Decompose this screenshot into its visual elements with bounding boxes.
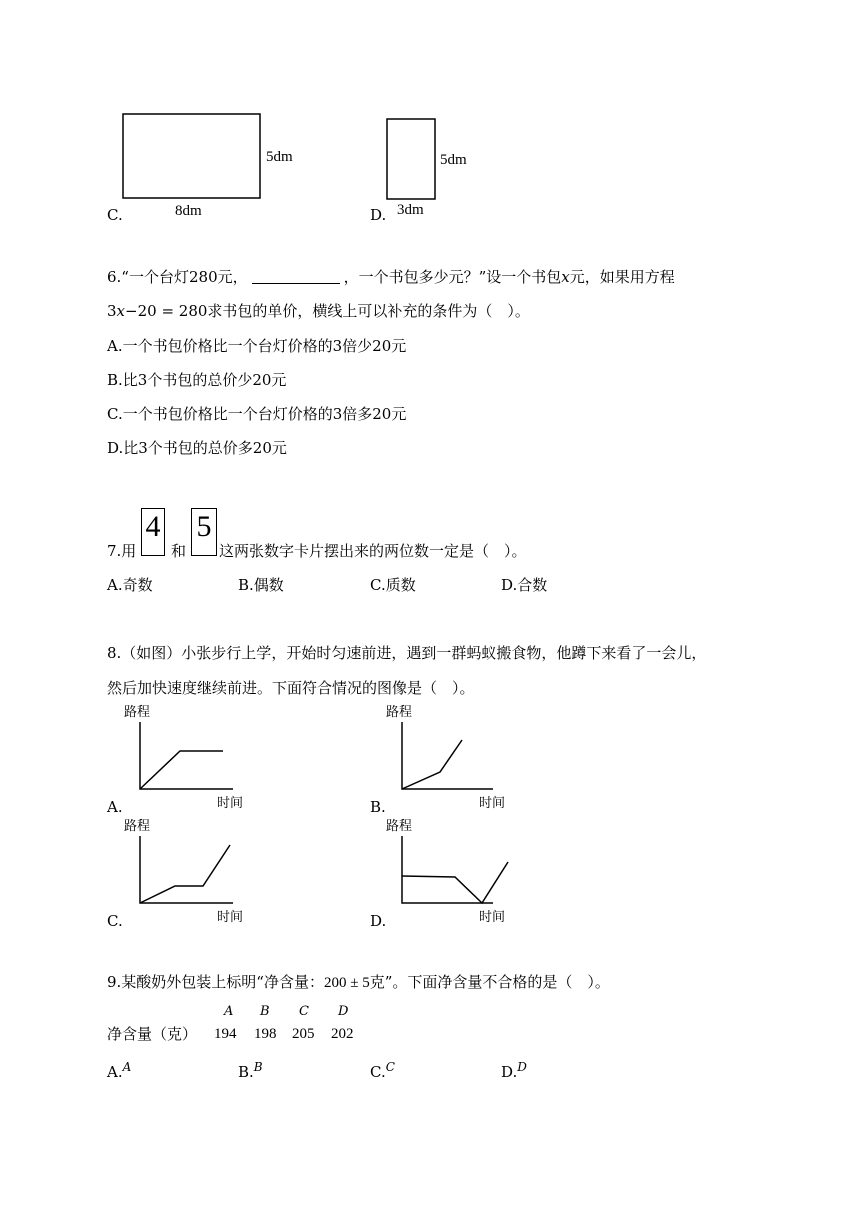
q7-option-d[interactable]: D.合数	[501, 576, 548, 594]
height-label: 5dm	[266, 149, 293, 165]
option-letter: C.	[107, 206, 123, 224]
graph-b-axes	[402, 722, 493, 789]
graph-d-y-label: 路程	[386, 819, 413, 834]
q7-prefix: 7.用	[107, 542, 137, 560]
graph-c-y-label: 路程	[124, 819, 151, 834]
q9-stem: 9.某酸奶外包装上标明“净含量：200 ± 5克”。下面净含量不合格的是（ ）。	[107, 973, 610, 991]
q6-option-d[interactable]: D.比3个书包的总价多20元	[107, 439, 287, 457]
col-header-c: C	[299, 1004, 309, 1019]
q9-option-a[interactable]: A.$^A$	[107, 1060, 132, 1081]
graph-d	[402, 836, 508, 903]
value-d: 202	[331, 1026, 354, 1042]
graph-b-x-label: 时间	[479, 796, 506, 811]
row-label: 净含量（克）	[107, 1025, 198, 1043]
graph-b-letter[interactable]: B.	[370, 798, 386, 816]
digit-card-5: 5	[191, 508, 217, 556]
graph-a-y-label: 路程	[124, 705, 151, 720]
variable-x: x	[561, 268, 570, 286]
q9-option-b[interactable]: B.$^B$	[238, 1060, 263, 1081]
q6-line-1: 6.“一个台灯280元， ，一个书包多少元？”设一个书包x元，如果用方程	[107, 268, 675, 286]
q9-option-c[interactable]: C.$^C$	[370, 1060, 395, 1081]
value-b: 198	[254, 1026, 277, 1042]
q8-line-2: 然后加快速度继续前进。下面符合情况的图像是（ ）。	[107, 679, 475, 697]
graph-c-x-label: 时间	[217, 910, 244, 925]
graph-b	[402, 722, 493, 789]
width-label: 8dm	[175, 203, 202, 219]
graph-b-y-label: 路程	[386, 705, 413, 720]
q6-option-b[interactable]: B.比3个书包的总价少20元	[107, 371, 287, 389]
tolerance-formula: 200 ± 5	[323, 975, 370, 991]
q7-mid: 和	[171, 542, 187, 560]
q6-line-2: 3x−20 = 280求书包的单价，横线上可以补充的条件为（ ）。	[107, 302, 530, 320]
graph-c-line	[140, 845, 230, 903]
value-a: 194	[214, 1026, 237, 1042]
graph-c-letter[interactable]: C.	[107, 912, 123, 930]
graph-a-letter[interactable]: A.	[107, 798, 123, 816]
q6-option-c[interactable]: C.一个书包价格比一个台灯价格的3倍多20元	[107, 405, 407, 423]
width-label: 3dm	[397, 202, 424, 218]
q7-option-b[interactable]: B.偶数	[238, 576, 284, 594]
graph-c	[140, 836, 233, 903]
digit-card-4: 4	[141, 508, 165, 556]
graph-c-axes	[140, 836, 233, 903]
graph-a-x-label: 时间	[217, 796, 244, 811]
col-header-b: B	[260, 1004, 270, 1019]
graph-a-line	[140, 751, 223, 789]
graph-d-axes	[402, 836, 493, 903]
q6-option-a[interactable]: A.一个书包价格比一个台灯价格的3倍少20元	[107, 337, 407, 355]
col-header-d: D	[338, 1004, 349, 1019]
q8-line-1: 8.（如图）小张步行上学，开始时匀速前进，遇到一群蚂蚁搬食物，他蹲下来看了一会儿，	[107, 644, 707, 662]
graph-a	[140, 722, 233, 789]
graph-b-line	[402, 740, 462, 789]
height-label: 5dm	[440, 152, 467, 168]
option-letter: D.	[370, 206, 387, 224]
graph-d-line	[402, 862, 508, 903]
graph-d-x-label: 时间	[479, 910, 506, 925]
equation: −20 = 280	[125, 302, 208, 320]
value-c: 205	[292, 1026, 315, 1042]
q9-option-d[interactable]: D.$^D$	[501, 1060, 527, 1081]
graph-d-letter[interactable]: D.	[370, 912, 387, 930]
col-header-a: A	[224, 1004, 234, 1019]
graph-a-axes	[140, 722, 233, 789]
q7-suffix: 这两张数字卡片摆出来的两位数一定是（ ）。	[219, 542, 527, 560]
q7-option-a[interactable]: A.奇数	[107, 576, 153, 594]
q7-option-c[interactable]: C.质数	[370, 576, 416, 594]
